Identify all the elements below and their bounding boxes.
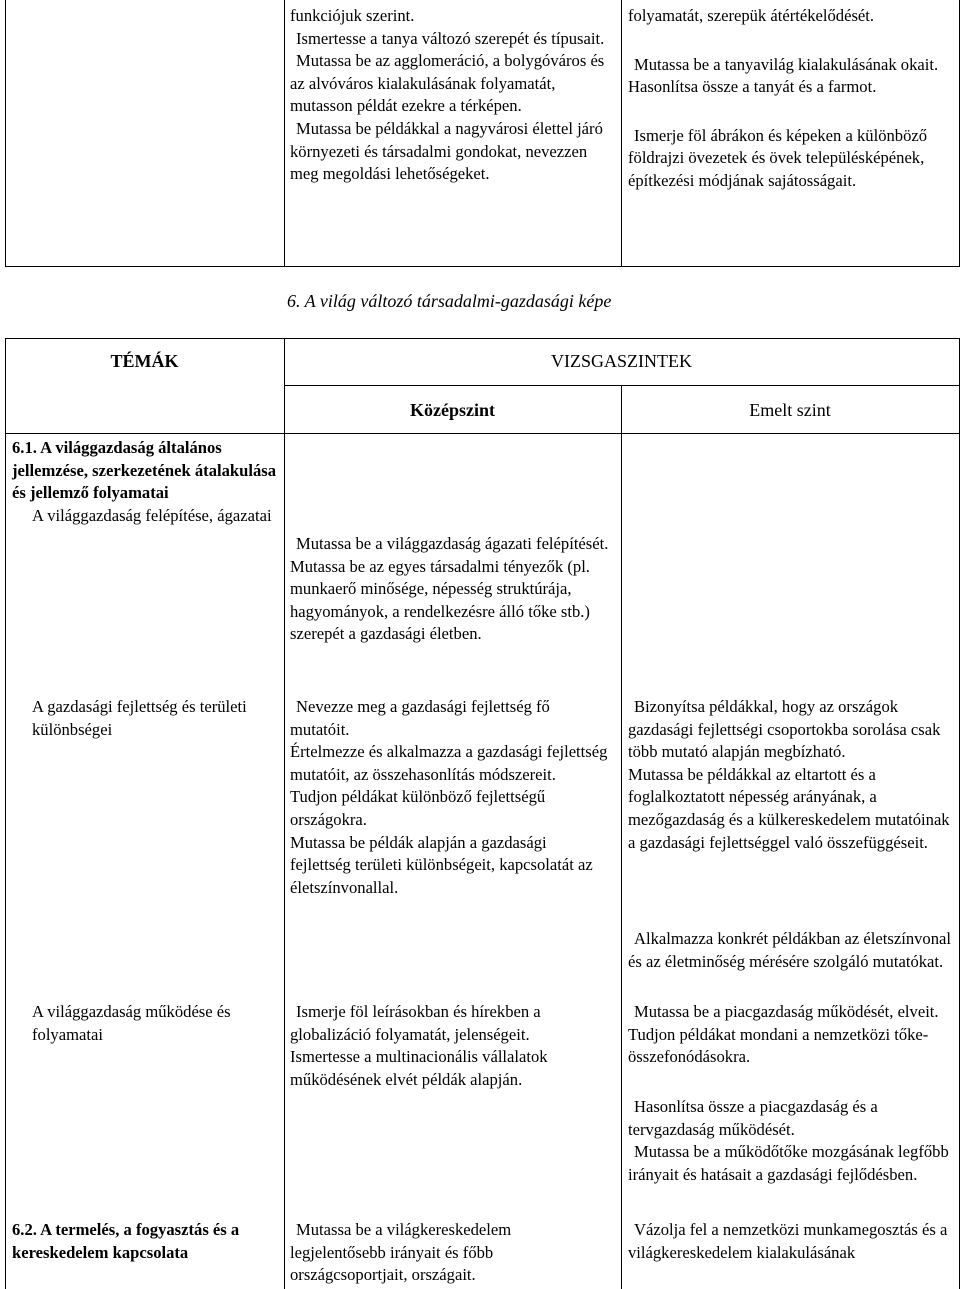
- subtopic-mukodes: A világgazdaság működése és folyamatai: [32, 1002, 231, 1044]
- emelt-item-5: Hasonlítsa össze a piacgazdaság és a tervgazdaság működését.: [628, 1097, 878, 1139]
- main-table-header-bottom: [5, 433, 960, 434]
- top-col2-line-1: funkciójuk szerint.: [290, 6, 415, 25]
- topic-6-1: 6.1. A világgazdaság általános jellemzése, szerkezetének átalakulása és jellemző folyamatai: [12, 438, 277, 503]
- kozep-block-4: [290, 1219, 610, 1287]
- emelt-block-4: [628, 1096, 954, 1186]
- kozep-block-1: [290, 533, 610, 646]
- emelt-item-1: Bizonyítsa példákkal, hogy az országok gazdasági fejlettségi csoportokba sorolása csak több mutató alapján megbízható.: [628, 697, 941, 762]
- top-table-col2: [290, 5, 610, 186]
- topic-6-2-cell: [12, 1219, 278, 1264]
- emelt-block-2: [628, 928, 954, 973]
- emelt-item-6: Mutassa be a működőtőke mozgásának legfőbb irányait és hatásait a gazdasági fejlődésben.: [628, 1142, 949, 1184]
- top-table-border-bottom: [5, 266, 960, 267]
- main-table-border-left: [5, 338, 6, 1289]
- kozep-block-2: [290, 696, 610, 899]
- emelt-item-7: Vázolja fel a nemzetközi munkamegosztás és a világkereskedelem kialakulásának: [628, 1220, 948, 1262]
- subtopic-felepites: A világgazdaság felépítése, ágazatai: [32, 505, 272, 525]
- top-col2-line-4: Mutassa be példákkal a nagyvárosi élettel járó környezeti és társadalmi gondokat, nevezzen meg megoldási lehetőségeket.: [290, 118, 603, 184]
- top-table-col3: [628, 5, 954, 193]
- emelt-item-2: Mutassa be példákkal az eltartott és a foglalkoztatott népesség arányának, a mezőgazdaság és a külkereskedelem mutatóinak a gazdasági fejlettséggel való összefüggéseit.: [628, 764, 950, 852]
- kozep-item-5: Tudjon példákat különböző fejlettségű országokra.: [290, 787, 546, 829]
- main-table-border-mid2: [621, 385, 622, 1289]
- top-col3-line-2: Mutassa be a tanyavilág kialakulásának okait. Hasonlítsa össze a tanyát és a farmot.: [628, 54, 939, 97]
- main-table-border-mid1: [284, 338, 285, 1289]
- emelt-block-1: [628, 696, 954, 854]
- emelt-block-3: [628, 1001, 954, 1069]
- top-col2-line-2: Ismertesse a tanya változó szerepét és típusait.: [296, 28, 605, 48]
- kozep-item-6: Mutassa be példák alapján a gazdasági fejlettség területi különbségeit, kapcsolatát az életszínvonallal.: [290, 832, 593, 897]
- subtopic-mukodes-cell: [12, 1001, 278, 1046]
- topics-column: [12, 437, 278, 527]
- header-vizsgaszintek: VIZSGASZINTEK: [551, 351, 692, 371]
- top-table-border-mid1: [284, 0, 285, 267]
- emelt-item-3: Alkalmazza konkrét példákban az életszínvonal és az életminőség mérésére szolgáló mutatókat.: [628, 929, 951, 971]
- kozep-item-3: Nevezze meg a gazdasági fejlettség fő mutatóit.: [290, 697, 550, 739]
- top-table-border-left: [5, 0, 6, 267]
- header-temak: TÉMÁK: [110, 351, 179, 371]
- emelt-block-5: [628, 1219, 954, 1264]
- topic-6-2: 6.2. A termelés, a fogyasztás és a kereskedelem kapcsolata: [12, 1220, 240, 1262]
- top-col2-line-3: Mutassa be az agglomeráció, a bolygóváros és az alvóváros kialakulásának folyamatát, mutasson példát ezekre a térképen.: [290, 51, 605, 116]
- section-title: 6. A világ változó társadalmi-gazdasági képe: [287, 291, 612, 311]
- kozep-item-8: Ismertesse a multinacionális vállalatok működésének elvét példák alapján.: [290, 1047, 548, 1089]
- kozep-item-2: Mutassa be az egyes társadalmi tényezők (pl. munkaerő minősége, népesség struktúrája, hagyományok, a rendelkezésre álló tőke stb.) szerepét a gazdasági életben.: [290, 556, 590, 644]
- main-table-border-top: [5, 338, 960, 339]
- kozep-item-7: Ismerje föl leírásokban és hírekben a globalizáció folyamatát, jelenségeit.: [290, 1002, 541, 1044]
- top-table-border-mid2: [621, 0, 622, 267]
- kozep-item-1: Mutassa be a világgazdaság ágazati felépítését.: [296, 534, 609, 553]
- header-emelt-szint: Emelt szint: [749, 400, 831, 420]
- kozep-item-9: Mutassa be a világkereskedelem legjelentősebb irányait és főbb országcsoportjait, országait.: [290, 1220, 512, 1285]
- top-col3-line-1: folyamatát, szerepük átértékelődését.: [628, 6, 875, 25]
- subtopic-fejlettseg-cell: [12, 696, 278, 741]
- emelt-item-4: Mutassa be a piacgazdaság működését, elveit. Tudjon példákat mondani a nemzetközi tőke-összefonódásokra.: [628, 1002, 939, 1067]
- top-col3-line-3: Ismerje föl ábrákon és képeken a különböző földrajzi övezetek és övek településképének, építkezési módjának sajátosságait.: [628, 125, 928, 190]
- kozep-block-3: [290, 1001, 610, 1091]
- main-table-subheader-line: [284, 385, 960, 386]
- kozep-item-4: Értelmezze és alkalmazza a gazdasági fejlettség mutatóit, az összehasonlítás módszereit.: [290, 742, 608, 784]
- subtopic-fejlettseg: A gazdasági fejlettség és területi különbségei: [32, 697, 247, 739]
- header-kozepszint: Középszint: [410, 400, 495, 420]
